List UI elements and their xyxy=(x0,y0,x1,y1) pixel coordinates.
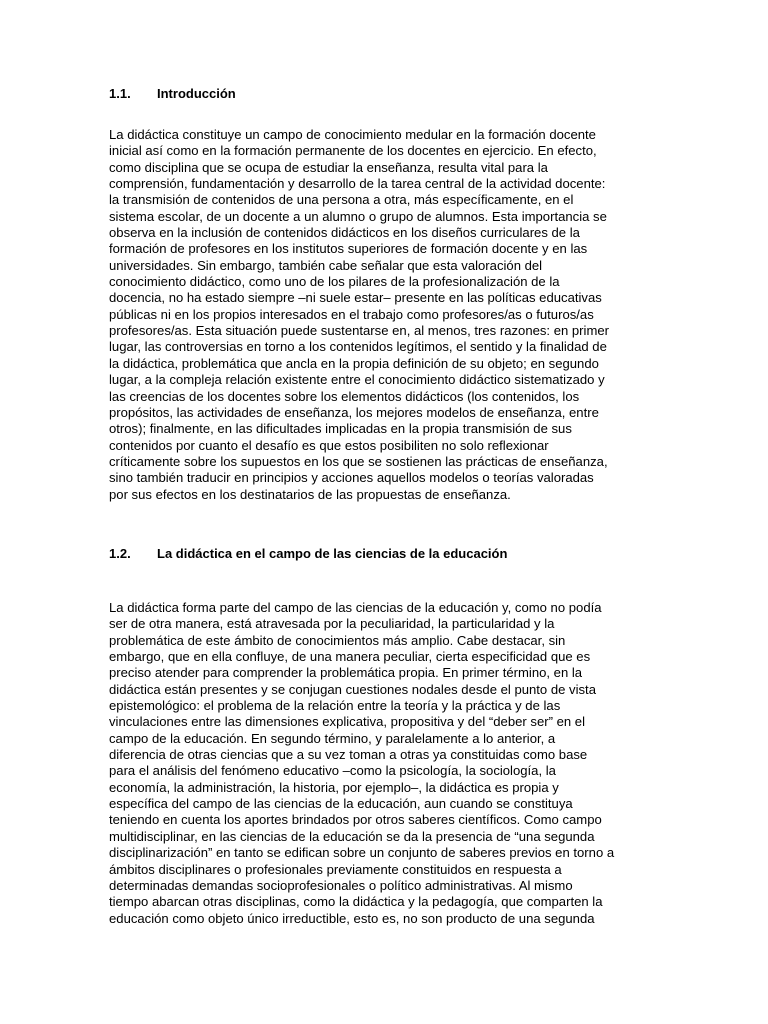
section-number: 1.1. xyxy=(109,86,131,101)
text-line: educación como objeto único irreductible, esto es, no son producto de una segunda xyxy=(109,910,595,926)
text-line: conocimiento didáctico, como uno de los pilares de la profesionalización de la xyxy=(109,274,560,290)
text-line: públicas ni en los propios interesados en el trabajo como profesores/as o futuros/as xyxy=(109,306,594,322)
text-line: la didáctica, problemática que ancla en la propia definición de su objeto; en segundo xyxy=(109,355,599,371)
text-line: por sus efectos en los destinatarios de las propuestas de enseñanza. xyxy=(109,486,511,502)
text-line: problemática de este ámbito de conocimientos más amplio. Cabe destacar, sin xyxy=(109,632,566,648)
text-line: multidisciplinar, en las ciencias de la educación se da la presencia de “una segunda xyxy=(109,828,595,844)
text-line: profesores/as. Esta situación puede sustentarse en, al menos, tres razones: en primer xyxy=(109,323,610,339)
text-line: ser de otra manera, está atravesada por la peculiaridad, la particularidad y la xyxy=(109,616,555,632)
text-line: formación de profesores en los institutos superiores de formación docente y en las xyxy=(109,241,588,257)
section-title: La didáctica en el campo de las ciencias de la educación xyxy=(157,546,508,561)
text-line: teniendo en cuenta los aportes brindados por otros saberes científicos. Como campo xyxy=(109,812,602,828)
text-line: propósitos, las actividades de enseñanza, los mejores modelos de enseñanza, entre xyxy=(109,404,599,420)
text-line: para el análisis del fenómeno educativo –como la psicología, la sociología, la xyxy=(109,763,556,779)
text-line: las creencias de los docentes sobre los elementos didácticos (los contenidos, los xyxy=(109,388,580,404)
text-line: observa en la inclusión de contenidos didácticos en los diseños curriculares de la xyxy=(109,225,580,241)
text-line: sino también traducir en principios y acciones aquellos modelos o teorías valoradas xyxy=(109,470,594,486)
text-line: críticamente sobre los supuestos en los que se sostienen las prácticas de enseñanza, xyxy=(109,453,608,469)
text-line: comprensión, fundamentación y desarrollo de la tarea central de la actividad docente: xyxy=(109,176,606,192)
section-title: Introducción xyxy=(157,86,236,101)
text-line: disciplinarización” en tanto se edifican sobre un conjunto de saberes previos en torno a xyxy=(109,845,615,861)
text-line: docencia, no ha estado siempre –ni suele estar– presente en las políticas educativas xyxy=(109,290,602,306)
text-line: la transmisión de contenidos de una persona a otra, más específicamente, en el xyxy=(109,192,574,208)
text-line: lugar, las controversias en torno a los contenidos legítimos, el sentido y la finalidad de xyxy=(109,339,607,355)
section-heading-introduccion xyxy=(109,86,236,102)
section-heading-didactica-ciencias xyxy=(109,546,507,562)
section-number: 1.2. xyxy=(109,546,131,561)
text-line: preciso atender para comprender la problemática propia. En primer término, en la xyxy=(109,665,583,681)
text-line: La didáctica constituye un campo de conocimiento medular en la formación docente xyxy=(109,127,596,142)
text-line: ámbitos disciplinares o profesionales previamente constituidos en respuesta a xyxy=(109,861,562,877)
text-line: epistemológico: el problema de la relación entre la teoría y la práctica y de las xyxy=(109,698,561,714)
text-line: diferencia de otras ciencias que a su vez toman a otras ya constituidas como base xyxy=(109,747,588,763)
text-line: otros); finalmente, en las dificultades implicadas en la propia transmisión de sus xyxy=(109,421,572,437)
text-line: específica del campo de las ciencias de la educación, aun cuando se constituya xyxy=(109,796,573,812)
text-line: didáctica están presentes y se conjugan cuestiones nodales desde el punto de vista xyxy=(109,681,596,697)
text-line: vinculaciones entre las dimensiones explicativa, propositiva y del “deber ser” en el xyxy=(109,714,585,730)
text-line: tiempo abarcan otras disciplinas, como la didáctica y la pedagogía, que comparten la xyxy=(109,894,603,910)
text-line: contenidos por cuanto el desafío es que estos posibiliten no solo reflexionar xyxy=(109,437,549,453)
text-line: como disciplina que se ocupa de estudiar la enseñanza, resulta vital para la xyxy=(109,159,548,175)
text-line: determinadas demandas socioprofesionales o político administrativas. Al mismo xyxy=(109,877,573,893)
paragraph-didactica-ciencias xyxy=(109,600,669,927)
text-line: La didáctica forma parte del campo de las ciencias de la educación y, como no podía xyxy=(109,600,602,615)
text-line: lugar, a la compleja relación existente entre el conocimiento didáctico sistematizado y xyxy=(109,372,605,388)
paragraph-introduccion xyxy=(109,127,669,503)
text-line: campo de la educación. En segundo término, y paralelamente a lo anterior, a xyxy=(109,730,556,746)
text-line: embargo, que en ella confluye, de una manera peculiar, cierta especificidad que es xyxy=(109,649,591,665)
text-line: inicial así como en la formación permanente de los docentes en ejercicio. En efecto, xyxy=(109,143,597,159)
text-line: sistema escolar, de un docente a un alumno o grupo de alumnos. Esta importancia se xyxy=(109,208,607,224)
text-line: universidades. Sin embargo, también cabe señalar que esta valoración del xyxy=(109,257,543,273)
text-line: economía, la administración, la historia, por ejemplo–, la didáctica es propia y xyxy=(109,779,559,795)
